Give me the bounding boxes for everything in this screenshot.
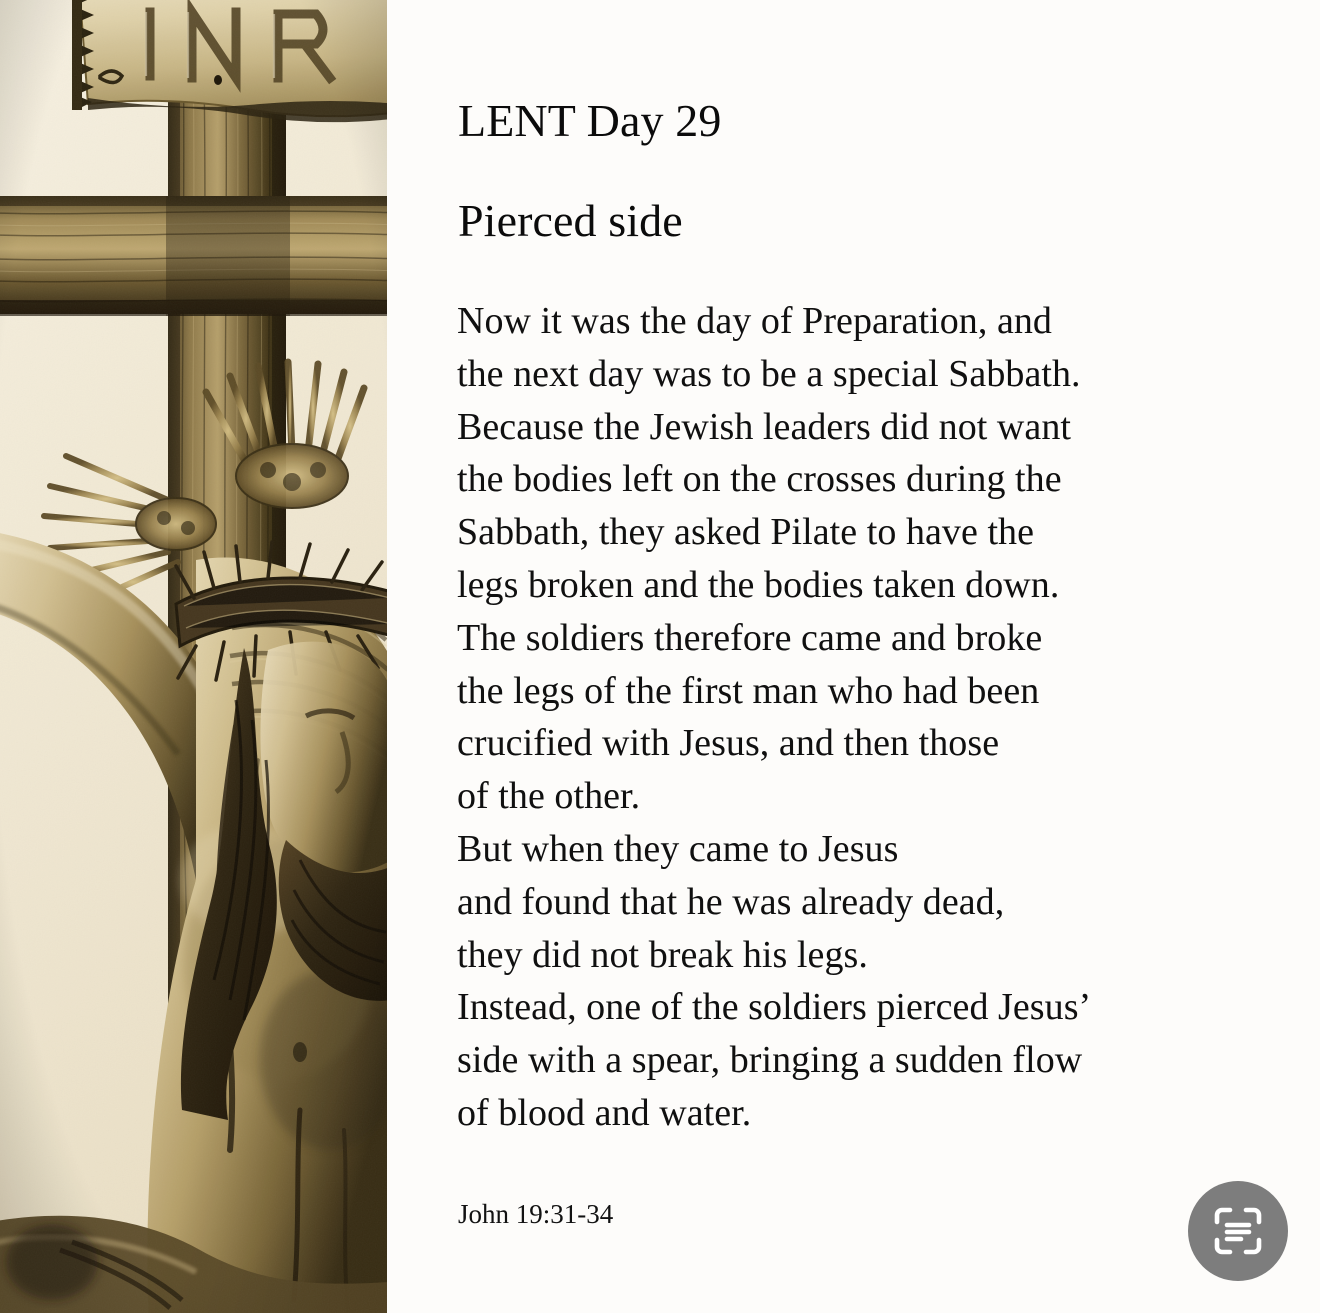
devotional-text-panel (387, 0, 1320, 1313)
page-title: LENT Day 29 (458, 95, 722, 146)
passage-line: they did not break his legs. (457, 933, 868, 976)
passage-line: of the other. (457, 775, 641, 818)
passage-line: of blood and water. (457, 1091, 752, 1134)
passage-line: Because the Jewish leaders did not want (457, 405, 1071, 448)
passage-line: legs broken and the bodies taken down. (457, 563, 1060, 606)
passage-line: But when they came to Jesus (457, 827, 899, 870)
scripture-reference: John 19:31-34 (458, 1199, 614, 1229)
devotional-subtitle: Pierced side (458, 195, 683, 246)
crucifix-photograph (0, 0, 387, 1313)
passage-line: side with a spear, bringing a sudden flow (457, 1039, 1083, 1082)
passage-line: Instead, one of the soldiers pierced Jesus’ (457, 986, 1092, 1029)
passage-line: the bodies left on the crosses during the (457, 458, 1062, 501)
passage-line: the legs of the first man who had been (457, 669, 1040, 712)
scan-text-icon (1211, 1204, 1265, 1258)
passage-line: the next day was to be a special Sabbath. (457, 352, 1081, 395)
passage-line: Sabbath, they asked Pilate to have the (457, 511, 1035, 554)
passage-line: The soldiers therefore came and broke (457, 616, 1043, 659)
passage-line: and found that he was already dead, (457, 880, 1005, 923)
passage-line: Now it was the day of Preparation, and (457, 300, 1052, 342)
live-text-button[interactable] (1188, 1181, 1288, 1281)
crucifix-image-panel (0, 0, 387, 1313)
scripture-passage (457, 295, 1257, 1140)
passage-line: crucified with Jesus, and then those (457, 722, 1000, 765)
